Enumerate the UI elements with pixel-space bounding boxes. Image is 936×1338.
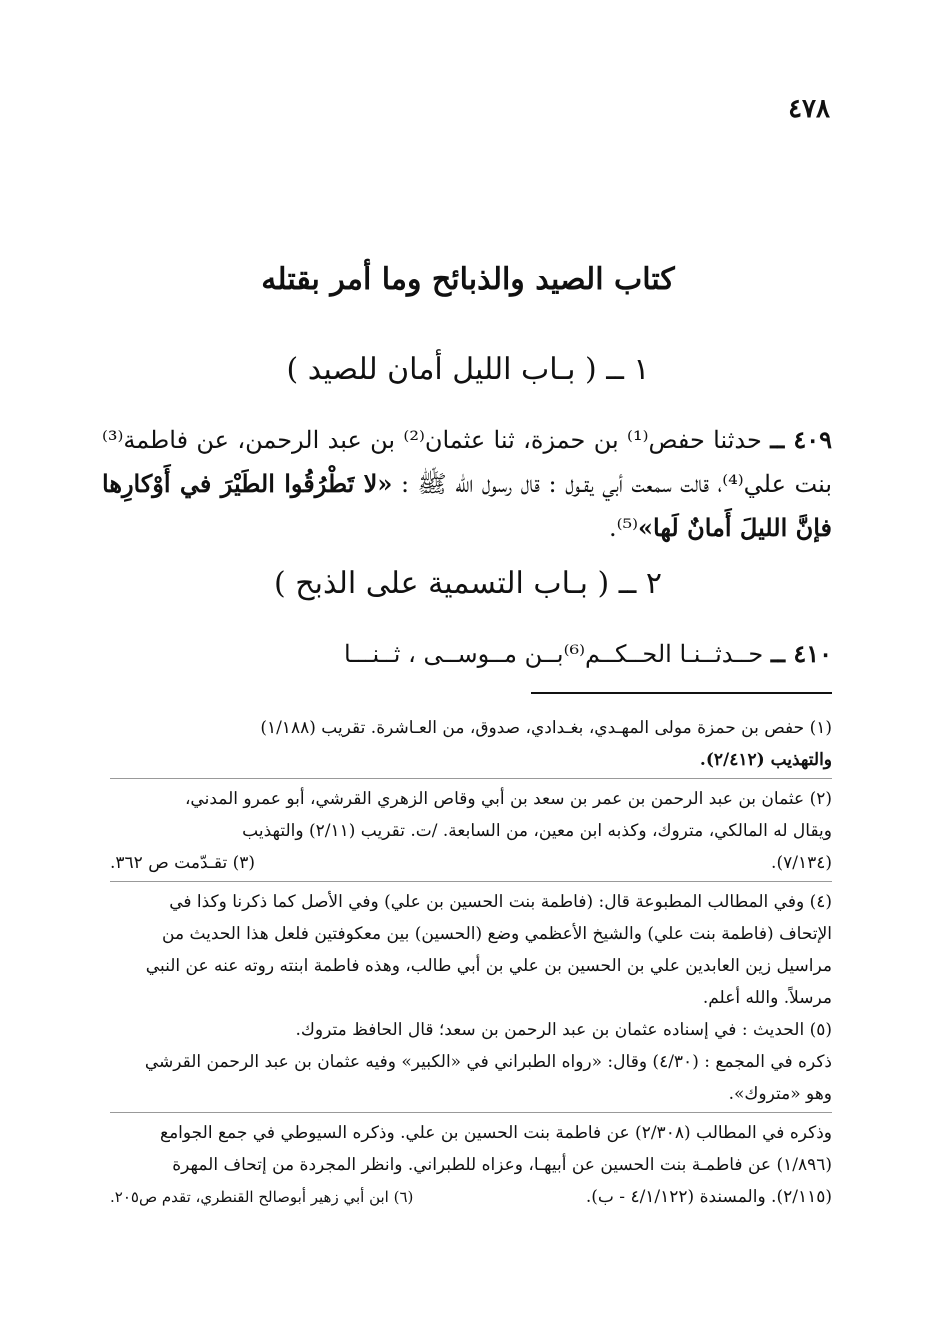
hadith-409 [102,418,832,550]
hadith-number: ٤٠٩ ــ [770,425,833,454]
footnotes [110,712,832,1213]
footnote-5-line-6: (٢/١١٥). والمسندة (٤/١/١٢٢ - ب). [585,1187,832,1207]
chapter-title-2: ٢ ــ ( بـاب التسمية على الذبح ) [274,566,662,601]
page-number: ٤٧٨ [788,94,830,124]
footnote-4-line-4: مرسلاً. والله أعلم. [702,988,832,1008]
hadith-number: ٤١٠ ــ [770,639,832,668]
chapter-title-1: ١ ــ ( بـاب الليل أمان للصيد ) [286,352,650,387]
footnote-4-line-3: مراسيل زين العابدين علي بن الحسين بن علي بن أبي طالب، وهذه فاطمة ابنته روته عنه عن النبي [145,956,832,976]
footnote-6: (٦) ابن أبي زهير أبوصالح القنطري، تقدم ص٢٠٥. [110,1188,414,1206]
hadith-quote: «لا تَطْرُقُوا الطَيْرَ في أَوْكارِها فإنَّ الليلَ أَمانٌ لَها» [102,469,832,542]
footnote-5-line-2: ذكره في المجمع : (٤/٣٠) وقال: «رواه الطبراني في «الكبير» وفيه عثمان بن عبد الرحمن القرشي [144,1052,832,1072]
footnote-2-line-1: (٢) عثمان بن عبد الرحمن بن عمر بن سعد بن أبي وقاص الزهري القرشي، أبو عمرو المدني، [184,789,832,809]
hadith-end: ⁽⁵⁾. [608,514,639,542]
footnote-5-line-3: وهو «متروك». [728,1084,832,1104]
footnote-separator [110,778,832,779]
footnote-5-line-1: (٥) الحديث : في إسناده عثمان بن عبد الرحمن بن سعد؛ قال الحافظ متروك. [295,1020,832,1040]
footnote-2-line-2: ويقال له المالكي، متروك، وكذبه ابن معين، من السابعة. /ت. تقريب (٢/١١) والتهذيب [242,821,832,841]
footnote-1-line-1: (١) حفص بن حمزة مولى المهـدي، بغـدادي، صدوق، من العـاشرة. تقريب (١/١٨٨) [260,718,832,738]
footnote-1-line-2: والتهذيب (٢/٤١٢). [699,750,832,770]
footnote-separator [110,1112,832,1113]
footnote-separator [110,881,832,882]
footnote-row-5-6 [110,1181,832,1213]
hadith-text: حــدثــنـا الحــكــم⁽⁶⁾بــن مــوســى ، ثــنـــا [344,640,764,668]
footnote-5-line-5: (١/٨٩٦) عن فاطمـة بنت الحسين عن أبيهـا، وعزاه للطبراني. وانظر المجردة من إتحاف المهرة [172,1155,832,1175]
footnote-2-line-3: (٧/١٣٤). [771,853,832,873]
footnote-divider [531,692,832,694]
footnote-3: (٣) تقـدّمت ص ٣٦٢. [110,853,256,873]
footnote-row-2-3 [110,847,832,879]
hadith-text: حدثنا حفص⁽¹⁾ بن حمزة، ثنا عثمان⁽²⁾ بن عبد الرحمن، عن فاطمة⁽³⁾ بنت علي⁽⁴⁾، قالت سمعت أبي يقـول : قال رسول الله ﷺ : [102,426,832,498]
footnote-5-line-4: وذكره في المطالب (٢/٣٠٨) عن فاطمة بنت الحسين بن علي. وذكره السيوطي في جمع الجوامع [160,1123,832,1143]
footnote-4-line-1: (٤) وفي المطالب المطبوعة قال: (فاطمة بنت الحسين بن علي) وفي الأصل كما ذكرنا وكذا في [169,892,832,912]
footnote-4-line-2: الإتحاف (فاطمة بنت علي) والشيخ الأعظمي وضع (الحسين) بين معكوفتين فلعل هذا الحديث من [162,924,832,944]
book-title: كتاب الصيد والذبائح وما أمر بقتله [261,262,675,297]
hadith-410 [102,632,832,676]
